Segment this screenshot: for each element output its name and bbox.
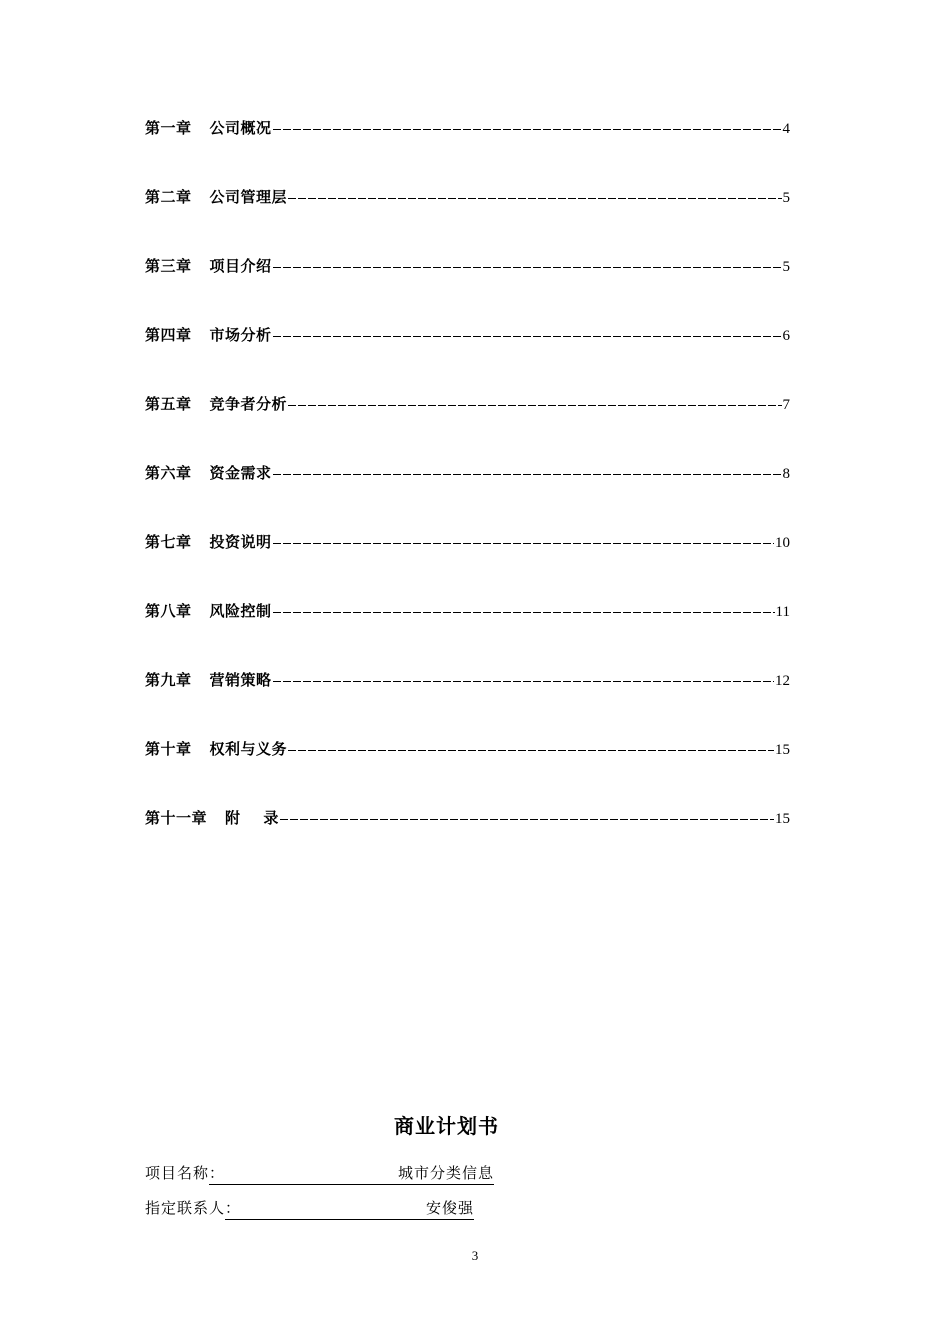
chapter-title: 资金需求 — [209, 464, 272, 482]
chapter-page-number: 6 — [782, 328, 790, 344]
toc-entry-chapter-7[interactable] — [145, 530, 790, 554]
dash-leader — [288, 405, 781, 406]
chapter-title: 市场分析 — [209, 326, 272, 344]
page-number: 3 — [471, 1248, 479, 1263]
chapter-page-number: 8 — [782, 466, 790, 482]
toc-entry-chapter-1[interactable] — [145, 116, 790, 140]
toc-entry-chapter-10[interactable] — [145, 737, 790, 761]
toc-entry-chapter-4[interactable] — [145, 323, 790, 347]
dash-leader — [273, 474, 782, 475]
dash-leader — [288, 750, 774, 751]
dash-leader — [273, 267, 782, 268]
field-separator: ： — [225, 1199, 242, 1217]
toc-entry-chapter-8[interactable] — [145, 599, 790, 623]
chapter-number: 第二章 — [145, 188, 192, 206]
chapter-title: 项目介绍 — [209, 257, 272, 275]
chapter-title: 竞争者分析 — [209, 395, 288, 413]
chapter-title: 风险控制 — [209, 602, 272, 620]
table-of-contents — [145, 116, 790, 875]
chapter-page-number: 10 — [775, 535, 790, 551]
chapter-title: 投资说明 — [209, 533, 272, 551]
toc-entry-chapter-2[interactable] — [145, 185, 790, 209]
chapter-page-number: 5 — [782, 259, 790, 275]
chapter-number: 第三章 — [145, 257, 192, 275]
dash-leader — [273, 543, 774, 544]
chapter-title: 附 录 — [225, 809, 279, 827]
chapter-page-number: 15 — [775, 811, 790, 827]
field-value: 安俊强 — [426, 1199, 475, 1217]
toc-entry-chapter-9[interactable] — [145, 668, 790, 692]
dash-leader — [273, 612, 775, 613]
chapter-title: 营销策略 — [209, 671, 272, 689]
chapter-number: 第一章 — [145, 119, 192, 137]
toc-row — [145, 668, 790, 737]
toc-row — [145, 461, 790, 530]
field-label: 项目名称 — [145, 1164, 210, 1182]
toc-row — [145, 185, 790, 254]
toc-row — [145, 599, 790, 668]
chapter-page-number: 7 — [782, 397, 790, 413]
chapter-page-number: 12 — [775, 673, 790, 689]
chapter-number: 第四章 — [145, 326, 192, 344]
field-label: 指定联系人 — [145, 1199, 226, 1217]
dash-leader — [273, 681, 774, 682]
chapter-page-number: 5 — [782, 190, 790, 206]
field-separator: ： — [209, 1164, 226, 1182]
chapter-title: 公司概况 — [209, 119, 272, 137]
field-value-underlined — [209, 1162, 494, 1185]
dash-leader — [288, 198, 781, 199]
toc-row — [145, 323, 790, 392]
dash-leader — [273, 129, 782, 130]
toc-row — [145, 392, 790, 461]
project-name-field — [145, 1162, 494, 1185]
chapter-number: 第五章 — [145, 395, 192, 413]
chapter-page-number: 4 — [782, 121, 790, 137]
toc-row — [145, 806, 790, 875]
dash-leader — [273, 336, 782, 337]
toc-row — [145, 116, 790, 185]
dash-leader — [280, 819, 774, 820]
chapter-number: 第六章 — [145, 464, 192, 482]
chapter-page-number: 11 — [775, 604, 790, 620]
toc-entry-chapter-6[interactable] — [145, 461, 790, 485]
field-value-underlined — [225, 1197, 474, 1220]
chapter-number: 第九章 — [145, 671, 192, 689]
field-value: 城市分类信息 — [398, 1164, 495, 1182]
toc-row — [145, 737, 790, 806]
toc-entry-chapter-3[interactable] — [145, 254, 790, 278]
toc-row — [145, 530, 790, 599]
chapter-page-number: 15 — [775, 742, 790, 758]
chapter-title: 权利与义务 — [209, 740, 288, 758]
chapter-number: 第十章 — [145, 740, 192, 758]
toc-entry-chapter-11[interactable] — [145, 806, 790, 830]
chapter-number: 第十一章 — [145, 809, 208, 827]
chapter-number: 第八章 — [145, 602, 192, 620]
chapter-title: 公司管理层 — [209, 188, 288, 206]
toc-row — [145, 254, 790, 323]
document-title: 商业计划书 — [394, 1114, 499, 1138]
chapter-number: 第七章 — [145, 533, 192, 551]
toc-entry-chapter-5[interactable] — [145, 392, 790, 416]
contact-person-field — [145, 1197, 474, 1220]
